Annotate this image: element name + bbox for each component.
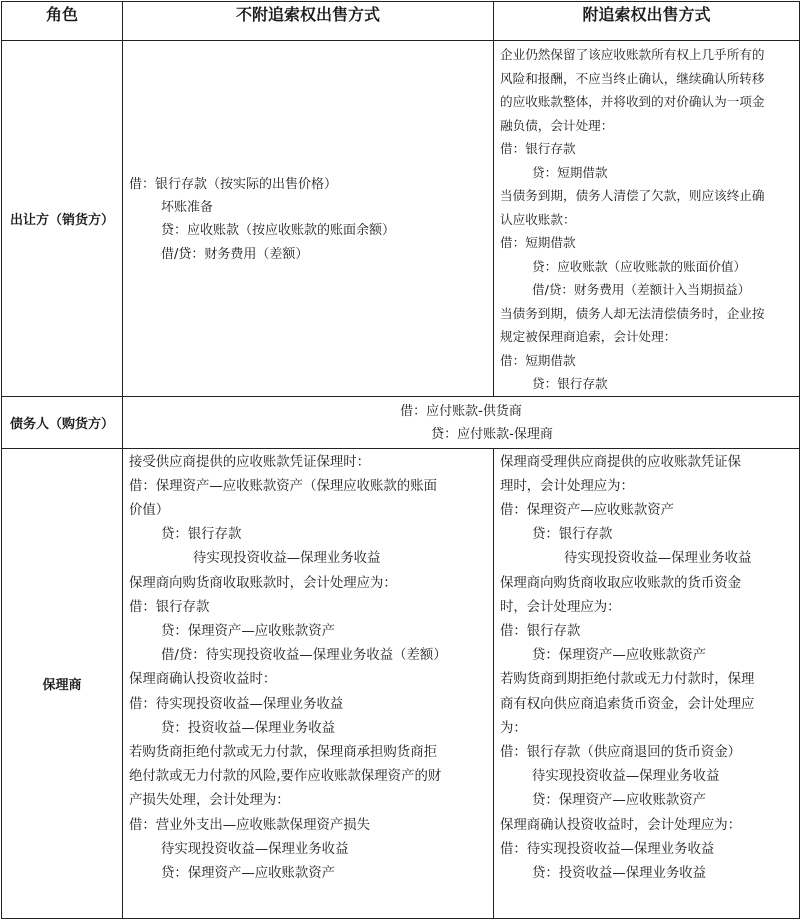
entry-line: 借：短期借款 xyxy=(500,235,576,250)
entry-line: 待实现投资收益—保理业务收益 xyxy=(564,551,752,567)
entry-line: 借：银行存款（按实际的出售价格） xyxy=(129,176,338,192)
entry-line: 贷：银行存款 xyxy=(532,376,608,391)
entry-line: 贷：保理资产—应收账款资产 xyxy=(161,865,336,881)
entry-line: 贷：短期借款 xyxy=(532,164,608,180)
entry-line: 借/贷：财务费用（差额计入当期损益） xyxy=(532,282,751,297)
entry-line: 时，会计处理应为： xyxy=(500,599,621,615)
entry-line: 借：保理资产—应收账款资产（保理应收账款的账面 xyxy=(129,478,437,494)
entry-line: 贷：银行存款 xyxy=(161,527,242,543)
entry-line: 风险和报酬，不应当终止确认，继续确认所转移 xyxy=(500,70,765,86)
entry-line: 借：银行存款 xyxy=(500,623,581,639)
entry-line: 若购货商到期拒绝付款或无力付款时，保理 xyxy=(500,672,755,688)
entry-line: 贷：保理资产—应收账款资产 xyxy=(532,793,707,809)
entry-line: 借：待实现投资收益—保理业务收益 xyxy=(500,841,715,857)
entry-line: 待实现投资收益—保理业务收益 xyxy=(193,551,381,567)
debtor-entry-credit: 贷：应付账款-保理商 xyxy=(431,427,553,442)
entry-line: 的应收账款整体，并将收到的对价确认为一项金 xyxy=(500,94,765,109)
entry-line: 当债务到期，债务人清偿了欠款，则应该终止确 xyxy=(500,188,765,203)
entry-line: 贷：保理资产—应收账款资产 xyxy=(532,648,707,664)
factor-no-recourse-cell xyxy=(123,448,494,918)
entry-line: 贷：投资收益—保理业务收益 xyxy=(532,865,707,881)
entry-line: 当债务到期，债务人却无法清偿债务时，企业按 xyxy=(500,305,765,321)
header-row xyxy=(2,2,800,41)
debtor-entry-debit: 借：应付账款-供货商 xyxy=(400,404,522,419)
entry-line: 保理商确认投资收益时，会计处理应为： xyxy=(500,817,742,833)
accounting-treatment-table xyxy=(1,1,800,919)
seller-with-recourse-cell xyxy=(494,41,800,397)
entry-line: 保理商向购货商收取应收账款的货币资金 xyxy=(500,575,742,591)
entry-line: 规定被保理商追索，会计处理： xyxy=(500,329,677,344)
factor-with-recourse-cell xyxy=(494,448,800,918)
header-with-recourse: 附追索权出售方式 xyxy=(494,2,800,41)
entry-line: 保理商向购货商收取账款时，会计处理应为： xyxy=(129,575,397,591)
entry-line: 保理商受理供应商提供的应收账款凭证保 xyxy=(500,454,742,470)
entry-line: 商有权向供应商追索货币资金，会计处理应 xyxy=(500,696,755,712)
entry-line: 贷：投资收益—保理业务收益 xyxy=(161,720,336,736)
entry-line: 绝付款或无力付款的风险,要作应收账款保理资产的财 xyxy=(129,769,442,785)
entry-line: 借：银行存款（供应商退回的货币资金） xyxy=(500,744,742,760)
entry-line: 借：短期借款 xyxy=(500,352,576,368)
entry-line: 理时，会计处理应为： xyxy=(500,478,634,494)
entry-line: 借：保理资产—应收账款资产 xyxy=(500,502,675,518)
entry-line: 贷：应收账款（应收账款的账面价值） xyxy=(532,258,747,274)
entry-line: 借：待实现投资收益—保理业务收益 xyxy=(129,696,344,712)
factor-role-cell: 保理商 xyxy=(2,448,123,918)
factor-row xyxy=(2,448,800,918)
entry-line: 贷：保理资产—应收账款资产 xyxy=(161,623,336,639)
entry-line: 保理商确认投资收益时： xyxy=(129,672,277,688)
entry-line: 坏账准备 xyxy=(161,199,214,215)
entry-line: 借：银行存款 xyxy=(129,599,210,615)
debtor-entries-cell xyxy=(123,396,800,448)
entry-line: 贷：应收账款（按应收账款的账面余额） xyxy=(161,223,396,239)
entry-line: 待实现投资收益—保理业务收益 xyxy=(532,769,720,785)
entry-line: 产损失处理，会计处理为： xyxy=(129,793,290,809)
debtor-row xyxy=(2,396,800,448)
seller-row xyxy=(2,41,800,397)
entry-line: 借：银行存款 xyxy=(500,141,576,156)
header-role: 角色 xyxy=(2,2,123,41)
entry-line: 若购货商拒绝付款或无力付款，保理商承担购货商拒 xyxy=(129,744,437,760)
seller-role-cell: 出让方（销货方） xyxy=(2,41,123,397)
entry-line: 接受供应商提供的应收账款凭证保理时： xyxy=(129,454,371,470)
header-no-recourse: 不附追索权出售方式 xyxy=(123,2,494,41)
entry-line: 融负债，会计处理： xyxy=(500,117,614,133)
entry-line: 企业仍然保留了该应收账款所有权上几乎所有的 xyxy=(500,47,765,62)
entry-line: 贷：银行存款 xyxy=(532,527,613,543)
entry-line: 借/贷：待实现投资收益—保理业务收益（差额） xyxy=(161,648,447,664)
entry-line: 认应收账款： xyxy=(500,211,576,227)
entry-line: 待实现投资收益—保理业务收益 xyxy=(161,841,349,857)
entry-line: 借：营业外支出—应收账款保理资产损失 xyxy=(129,817,371,833)
seller-no-recourse-cell xyxy=(123,41,494,397)
entry-line: 为： xyxy=(500,720,527,736)
entry-line: 借/贷：财务费用（差额） xyxy=(161,246,309,262)
entry-line: 价值） xyxy=(129,502,170,518)
debtor-role-cell: 债务人（购货方） xyxy=(2,396,123,448)
